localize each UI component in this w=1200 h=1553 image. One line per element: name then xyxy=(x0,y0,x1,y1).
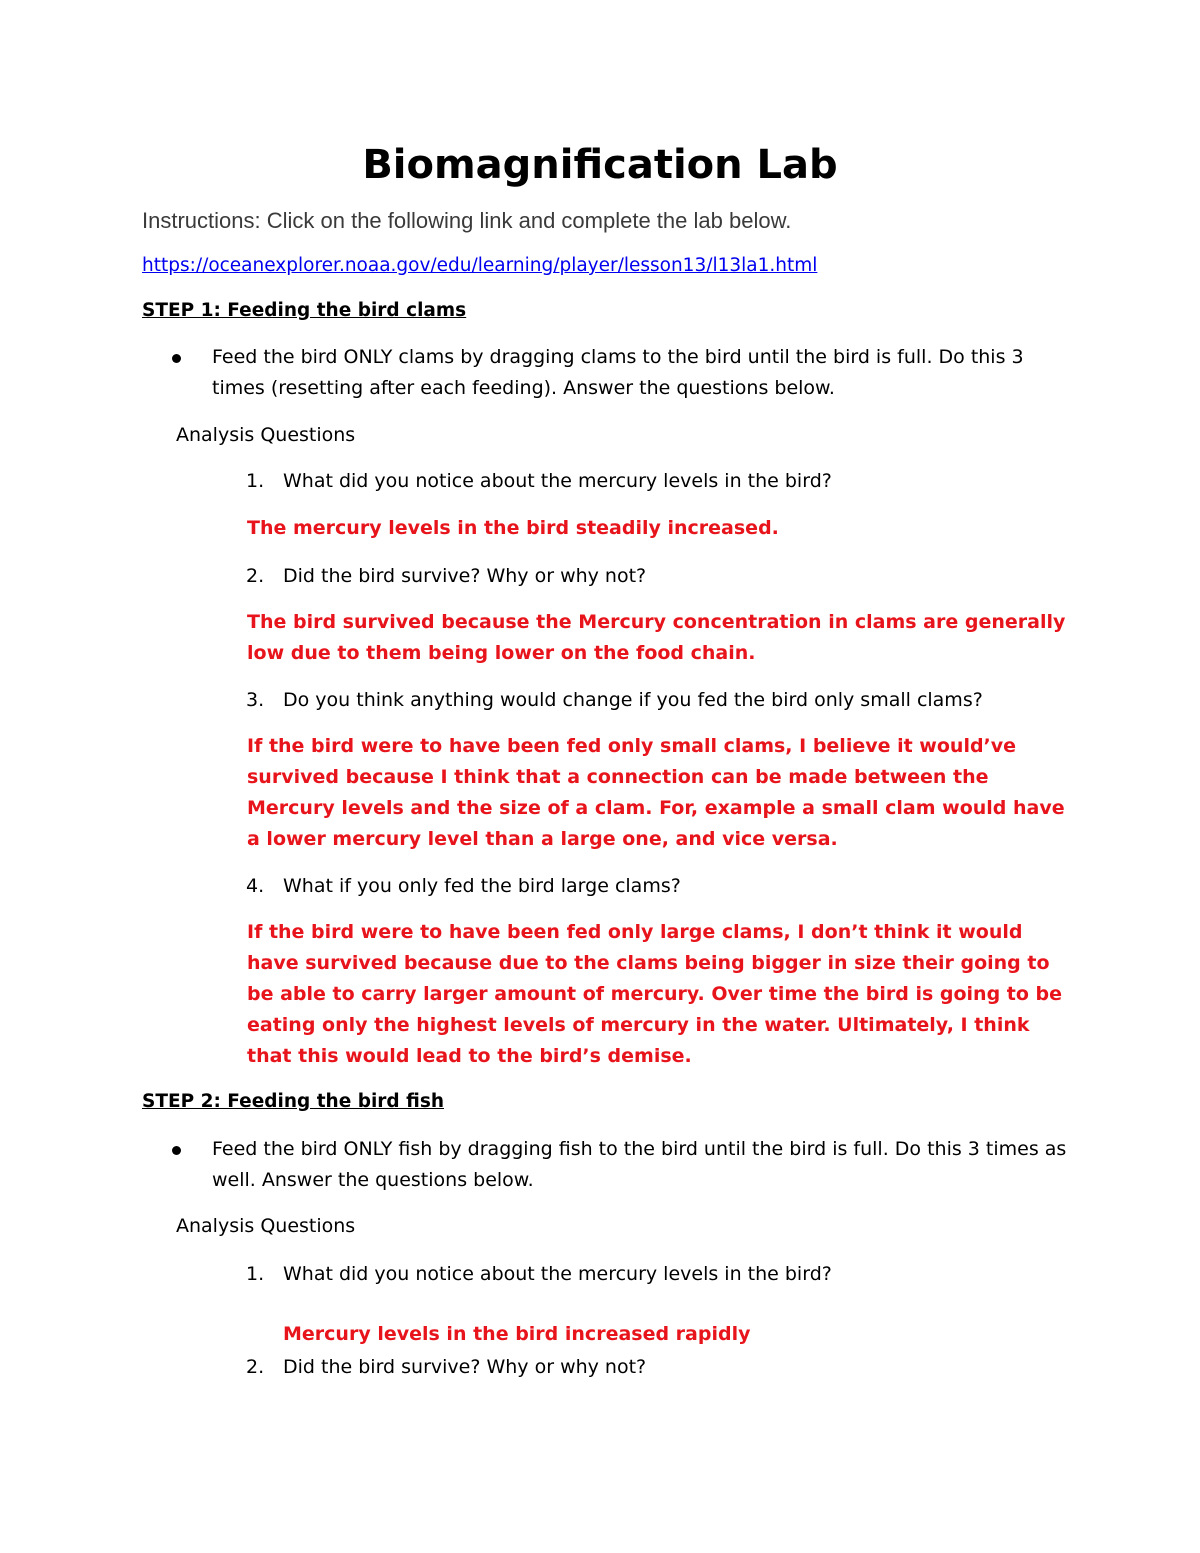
question-text: Did the bird survive? Why or why not? xyxy=(283,565,647,587)
step2-answer-1: Mercury levels in the bird increased rapidly xyxy=(283,1323,751,1345)
question-number: 2. xyxy=(246,565,265,587)
step1-analysis-label: Analysis Questions xyxy=(176,424,356,446)
step1-heading: STEP 1: Feeding the bird clams xyxy=(142,300,467,321)
question-text: Do you think anything would change if you fed the bird only small clams? xyxy=(283,689,983,711)
step1-bullet xyxy=(212,342,1072,404)
step2-bullet xyxy=(212,1134,1072,1196)
step1-question-3 xyxy=(246,685,1073,716)
step1-question-1 xyxy=(246,466,1073,497)
lesson-link[interactable]: https://oceanexplorer.noaa.gov/edu/learning/player/lesson13/l13la1.html xyxy=(142,255,818,276)
step1-question-4 xyxy=(246,871,1073,902)
question-text: What if you only fed the bird large clams? xyxy=(283,875,681,897)
page-title: Biomagnification Lab xyxy=(362,142,838,188)
question-text: What did you notice about the mercury levels in the bird? xyxy=(283,470,832,492)
step1-answer-4: If the bird were to have been fed only large clams, I don’t think it would have survived because due to the clams being bigger in size their going to be able to carry larger amount of mercury. Over time the bird is going to be eating only the highest levels of mercury in the water. Ultimately, I think that this would lead to the bird’s demise. xyxy=(247,921,1063,1067)
question-text: Did the bird survive? Why or why not? xyxy=(283,1356,647,1378)
step1-answer-2: The bird survived because the Mercury concentration in clams are generally low due to them being lower on the food chain. xyxy=(247,611,1066,664)
step2-question-2 xyxy=(246,1352,1073,1383)
bullet-icon xyxy=(172,354,181,363)
step1-bullet-text: Feed the bird ONLY clams by dragging clams to the bird until the bird is full. Do this 3 times (resetting after each feeding). Answer the questions below. xyxy=(212,346,1024,399)
question-number: 1. xyxy=(246,1263,265,1285)
step1-question-2 xyxy=(246,561,1073,592)
bullet-icon xyxy=(172,1146,181,1155)
question-number: 4. xyxy=(246,875,265,897)
question-number: 1. xyxy=(246,470,265,492)
question-text: What did you notice about the mercury levels in the bird? xyxy=(283,1263,832,1285)
step1-answer-3: If the bird were to have been fed only small clams, I believe it would’ve survived because I think that a connection can be made between the Mercury levels and the size of a clam. For, example a small clam would have a lower mercury level than a large one, and vice versa. xyxy=(247,735,1065,850)
question-number: 3. xyxy=(246,689,265,711)
instructions-text: Instructions: Click on the following link and complete the lab below. xyxy=(142,208,792,233)
step1-answer-1: The mercury levels in the bird steadily increased. xyxy=(247,517,779,539)
question-number: 2. xyxy=(246,1356,265,1378)
step2-heading: STEP 2: Feeding the bird fish xyxy=(142,1091,444,1112)
step2-question-1 xyxy=(246,1259,1073,1290)
step2-analysis-label: Analysis Questions xyxy=(176,1215,356,1237)
step2-bullet-text: Feed the bird ONLY fish by dragging fish to the bird until the bird is full. Do this 3 times as well. Answer the questions below. xyxy=(212,1138,1067,1191)
